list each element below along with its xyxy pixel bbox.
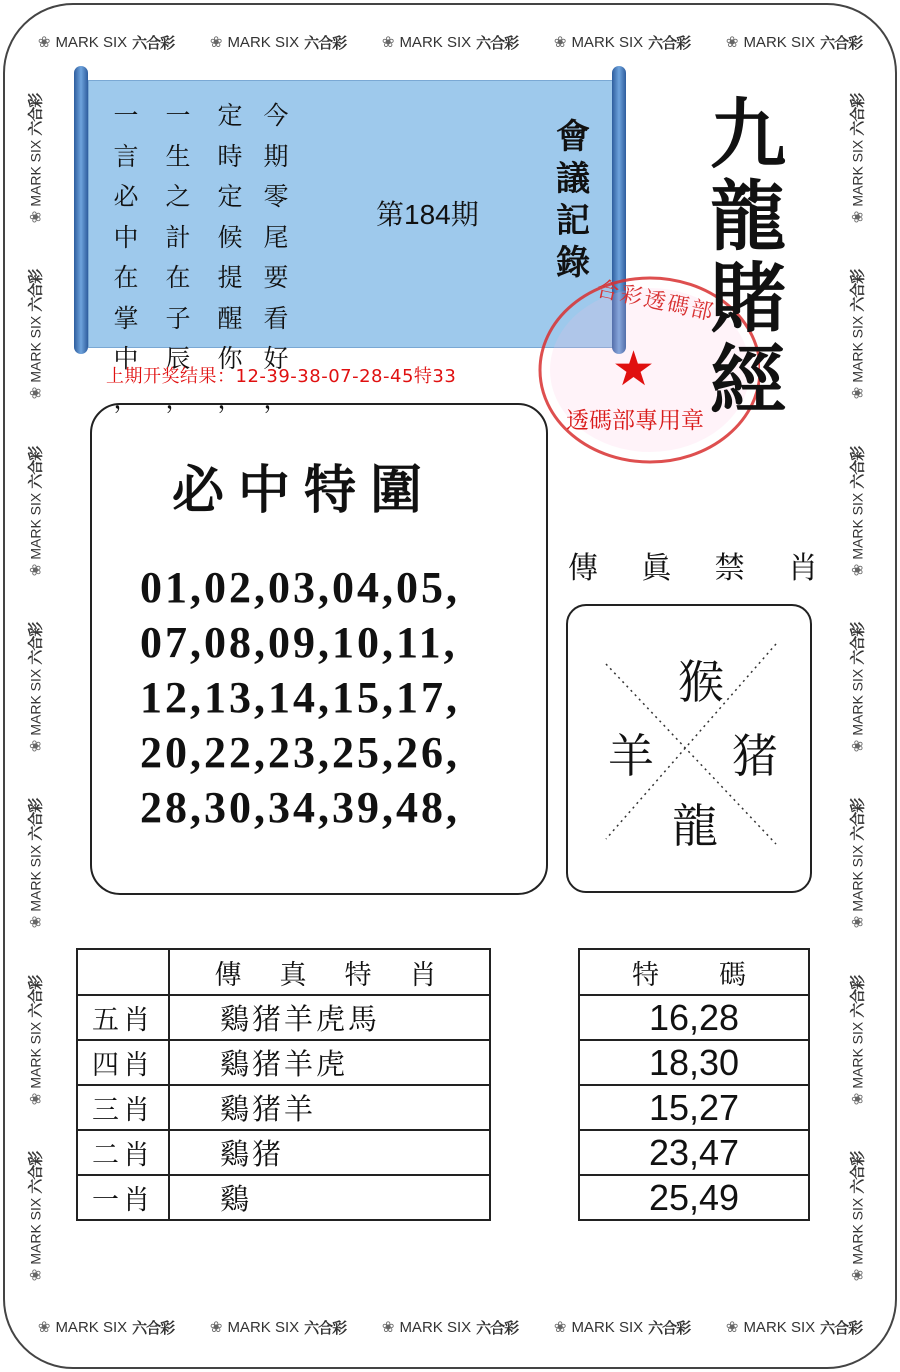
watermark-logo: 六合彩 — [648, 1319, 691, 1337]
watermark-strip-bottom — [20, 1312, 880, 1342]
flower-icon: ❀ — [209, 34, 223, 51]
zodiac-level: 五肖 — [77, 995, 169, 1040]
watermark-unit — [842, 799, 872, 929]
meeting-record-char: 會 — [556, 117, 590, 157]
flower-icon: ❀ — [27, 210, 44, 223]
watermark-unit — [842, 975, 872, 1106]
poem-char: ， — [165, 384, 191, 414]
table-header: 特碼 — [579, 949, 809, 995]
watermark-text: MARK SIX — [571, 1318, 644, 1336]
poem-char: 必 — [113, 182, 139, 211]
poem-char: 尾 — [263, 222, 289, 252]
poem-char: 要 — [263, 263, 289, 292]
watermark-text: MARK SIX — [849, 1198, 865, 1265]
table-row — [579, 1175, 809, 1220]
watermark-text: MARK SIX — [399, 1318, 472, 1336]
watermark-logo: 六合彩 — [476, 34, 519, 52]
seal-top-text: 合彩透碼部 — [594, 276, 717, 327]
banned-zodiac-left: 羊 — [608, 729, 654, 783]
special-code-value: 23,47 — [579, 1130, 809, 1175]
number-row: 28,30,34,39,48, — [140, 783, 460, 832]
watermark-logo: 六合彩 — [849, 269, 867, 312]
page-title — [698, 90, 798, 425]
title-char: 賭 — [710, 254, 786, 343]
watermark-unit — [20, 269, 50, 400]
poem-char: 零 — [263, 182, 289, 211]
flower-icon: ❀ — [37, 34, 51, 51]
issue-number: 第184期 — [376, 199, 479, 230]
zodiac-level: 三肖 — [77, 1085, 169, 1130]
watermark-logo: 六合彩 — [849, 622, 867, 665]
watermark-logo: 六合彩 — [849, 93, 867, 136]
watermark-unit — [382, 1317, 518, 1338]
table-row — [77, 1175, 490, 1220]
poem-char: 生 — [165, 141, 191, 171]
poem-char: 中 — [113, 222, 139, 252]
table-header: 傳真特肖 — [169, 949, 490, 995]
table-row — [77, 1130, 490, 1175]
watermark-unit — [726, 1317, 862, 1338]
watermark-strip-right — [842, 70, 872, 1305]
table-row — [77, 995, 490, 1040]
scroll-rod-left — [74, 66, 88, 354]
watermark-logo: 六合彩 — [27, 1151, 45, 1194]
seal-label: 透碼部專用章 — [566, 408, 704, 434]
table-row — [77, 1085, 490, 1130]
poem-char: 定 — [217, 182, 243, 211]
poem-char: ， — [263, 384, 289, 414]
poem-char: 中 — [113, 344, 139, 373]
zodiac-list: 鷄猪羊虎 — [169, 1040, 490, 1085]
watermark-unit — [726, 32, 862, 53]
watermark-text: MARK SIX — [227, 1318, 300, 1336]
flower-icon: ❀ — [849, 210, 866, 223]
banned-zodiac-top: 猴 — [678, 655, 724, 709]
zodiac-level: 二肖 — [77, 1130, 169, 1175]
watermark-text: MARK SIX — [27, 668, 43, 736]
banned-label-char: 禁 — [714, 551, 745, 586]
zodiac-level: 四肖 — [77, 1040, 169, 1085]
table-row — [579, 1040, 809, 1085]
watermark-text: MARK SIX — [849, 139, 865, 207]
star-icon: ★ — [612, 341, 656, 397]
poem-char: 計 — [165, 222, 191, 252]
flower-icon: ❀ — [37, 1319, 51, 1336]
watermark-logo: 六合彩 — [849, 975, 867, 1018]
watermark-unit — [38, 32, 174, 53]
number-row: 01,02,03,04,05, — [140, 563, 460, 612]
watermark-unit — [20, 622, 50, 753]
poem-char: 提 — [217, 263, 243, 292]
watermark-text: MARK SIX — [571, 33, 644, 51]
zodiac-list: 鷄猪羊 — [169, 1085, 490, 1130]
poem-char: 時 — [217, 141, 243, 171]
flower-icon: ❀ — [725, 1319, 739, 1336]
watermark-unit — [20, 446, 50, 576]
table-row — [579, 1085, 809, 1130]
number-row: 20,22,23,25,26, — [140, 728, 460, 777]
special-code-value: 16,28 — [579, 995, 809, 1040]
flower-icon: ❀ — [849, 1092, 866, 1106]
special-code-value: 25,49 — [579, 1175, 809, 1220]
watermark-logo: 六合彩 — [132, 1319, 175, 1337]
poem-char: 醒 — [217, 303, 243, 333]
zodiac-table — [76, 948, 491, 1221]
watermark-text: MARK SIX — [743, 33, 816, 51]
flower-icon: ❀ — [27, 386, 44, 400]
watermark-logo: 六合彩 — [27, 93, 45, 136]
flower-icon: ❀ — [381, 34, 395, 51]
watermark-logo: 六合彩 — [849, 446, 867, 489]
poem-char: 在 — [165, 263, 191, 292]
flower-icon: ❀ — [849, 739, 866, 753]
flower-icon: ❀ — [27, 563, 44, 576]
watermark-logo: 六合彩 — [820, 34, 863, 52]
watermark-logo: 六合彩 — [27, 975, 45, 1018]
zodiac-level: 一肖 — [77, 1175, 169, 1220]
watermark-text: MARK SIX — [27, 139, 43, 207]
table-header-row — [77, 949, 490, 995]
table-row — [579, 1130, 809, 1175]
watermark-logo: 六合彩 — [820, 1319, 863, 1337]
flower-icon: ❀ — [849, 916, 866, 929]
flower-icon: ❀ — [27, 1268, 44, 1282]
poem-char: 一 — [165, 101, 191, 130]
title-char: 龍 — [710, 172, 786, 261]
watermark-text: MARK SIX — [27, 1021, 43, 1089]
watermark-logo: 六合彩 — [27, 622, 45, 665]
table-row — [579, 995, 809, 1040]
poem-char: 掌 — [113, 303, 139, 333]
flower-icon: ❀ — [553, 34, 567, 51]
flower-icon: ❀ — [381, 1319, 395, 1336]
flower-icon: ❀ — [553, 1319, 567, 1336]
poem-char: 一 — [113, 101, 139, 130]
poem-char: 子 — [165, 303, 191, 333]
meeting-record-label — [556, 116, 596, 284]
poem-char: 你 — [217, 344, 243, 373]
banned-zodiac-box — [566, 604, 812, 893]
banned-label-char: 眞 — [641, 551, 672, 586]
watermark-unit — [554, 32, 690, 53]
watermark-logo: 六合彩 — [849, 799, 867, 842]
poem-char: 定 — [217, 101, 243, 130]
table-header-empty — [77, 949, 169, 995]
watermark-text: MARK SIX — [27, 492, 43, 560]
watermark-strip-top — [20, 27, 880, 57]
watermark-strip-left — [20, 70, 50, 1305]
poem-char: 在 — [113, 263, 139, 292]
watermark-unit — [842, 622, 872, 753]
watermark-text: MARK SIX — [27, 845, 43, 913]
watermark-unit — [842, 269, 872, 400]
special-numbers-title: 必中特圍 — [172, 460, 437, 521]
watermark-unit — [382, 32, 518, 53]
banned-label-char: 肖 — [787, 551, 818, 586]
number-row: 12,13,14,15,17, — [140, 673, 460, 722]
table-header-row — [579, 949, 809, 995]
watermark-logo: 六合彩 — [27, 269, 45, 312]
watermark-text: MARK SIX — [849, 315, 865, 383]
title-char: 九 — [710, 90, 786, 179]
watermark-unit — [842, 1151, 872, 1282]
poem-char: 之 — [165, 182, 191, 211]
watermark-logo: 六合彩 — [27, 799, 45, 842]
banned-zodiac-label — [568, 543, 818, 587]
watermark-text: MARK SIX — [227, 33, 300, 51]
zodiac-list: 鷄猪羊虎馬 — [169, 995, 490, 1040]
watermark-unit — [842, 93, 872, 223]
watermark-logo: 六合彩 — [304, 34, 347, 52]
special-code-table — [578, 948, 810, 1221]
banned-label-char: 傳 — [568, 551, 598, 586]
watermark-text: MARK SIX — [55, 1318, 128, 1336]
watermark-unit — [20, 1151, 50, 1282]
watermark-text: MARK SIX — [55, 33, 128, 51]
watermark-unit — [842, 446, 872, 576]
watermark-logo: 六合彩 — [132, 34, 175, 52]
flower-icon: ❀ — [27, 1092, 44, 1106]
watermark-text: MARK SIX — [743, 1318, 816, 1336]
watermark-unit — [20, 799, 50, 929]
watermark-unit — [210, 32, 346, 53]
watermark-text: MARK SIX — [849, 845, 865, 913]
watermark-logo: 六合彩 — [476, 1319, 519, 1337]
poem-char: 辰 — [165, 344, 191, 373]
watermark-text: MARK SIX — [27, 315, 43, 383]
poem-char: 好 — [263, 344, 289, 373]
watermark-unit — [20, 93, 50, 223]
flower-icon: ❀ — [849, 1268, 866, 1282]
meeting-record-char: 議 — [556, 159, 590, 199]
poem-char: 期 — [263, 141, 289, 171]
zodiac-list: 鷄猪 — [169, 1130, 490, 1175]
flower-icon: ❀ — [27, 739, 44, 753]
meeting-record-char: 記 — [556, 201, 590, 241]
title-char: 經 — [710, 336, 786, 425]
poem-char: 言 — [113, 141, 139, 171]
poem-char: ， — [113, 384, 139, 414]
watermark-unit — [210, 1317, 346, 1338]
banned-zodiac-right: 猪 — [732, 729, 778, 783]
watermark-text: MARK SIX — [849, 1021, 865, 1089]
meeting-record-char: 錄 — [556, 243, 590, 283]
flower-icon: ❀ — [849, 386, 866, 400]
poem-char: 今 — [263, 101, 289, 130]
last-draw-result: 上期开奖结果：12-39-38-07-28-45特33 — [106, 366, 457, 387]
poem-char: 看 — [263, 303, 289, 333]
flower-icon: ❀ — [209, 1319, 223, 1336]
watermark-unit — [38, 1317, 174, 1338]
watermark-unit — [554, 1317, 690, 1338]
watermark-text: MARK SIX — [849, 668, 865, 736]
flower-icon: ❀ — [27, 916, 44, 929]
poem-char: 候 — [217, 222, 243, 252]
watermark-logo: 六合彩 — [304, 1319, 347, 1337]
special-code-value: 18,30 — [579, 1040, 809, 1085]
watermark-logo: 六合彩 — [648, 34, 691, 52]
table-row — [77, 1040, 490, 1085]
special-code-value: 15,27 — [579, 1085, 809, 1130]
flower-icon: ❀ — [849, 563, 866, 576]
watermark-logo: 六合彩 — [27, 446, 45, 489]
number-row: 07,08,09,10,11, — [140, 618, 458, 667]
zodiac-list: 鷄 — [169, 1175, 490, 1220]
watermark-logo: 六合彩 — [849, 1151, 867, 1194]
watermark-text: MARK SIX — [27, 1198, 43, 1265]
flower-icon: ❀ — [725, 34, 739, 51]
poem-char: ， — [217, 384, 243, 414]
banned-zodiac-bottom: 龍 — [672, 799, 718, 853]
watermark-unit — [20, 975, 50, 1106]
watermark-text: MARK SIX — [849, 492, 865, 560]
watermark-text: MARK SIX — [399, 33, 472, 51]
